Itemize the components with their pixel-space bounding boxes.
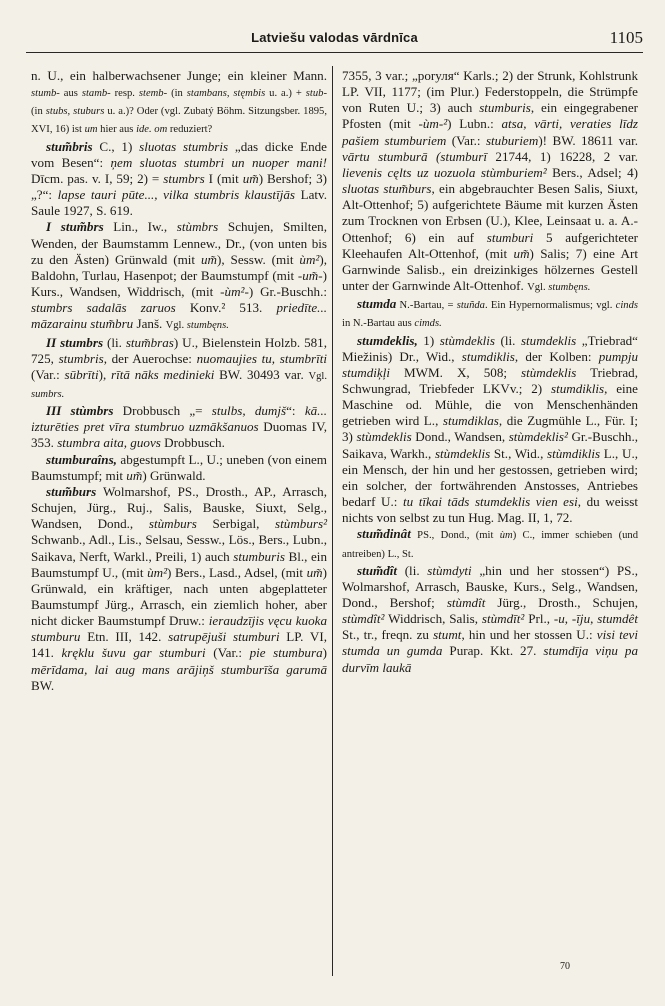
entry-text: cinds (615, 300, 638, 312)
entry-text: atsa, vārti, veraties līdz pašiem stumburiem (342, 116, 638, 148)
column-divider (332, 66, 333, 976)
entry-text: stum̃bras (125, 334, 174, 350)
entry-text: um̃ (126, 467, 143, 483)
entry-text: stumbęns. (548, 282, 591, 294)
entry-text: cimds. (414, 318, 442, 330)
entry-text: ) Grünwald, ein kräftiger, nach unten abgeplatteter Baumstumpf Jürg., Arrasch, ein ziemlich hoher, aber nicht dicker Baumstumpf Druw.: (31, 564, 327, 629)
entry-text: 7355, 3 var.; „porуля“ Karls.; 2) der Strunk, Kohlstrunk LP. VII, 1177; (im Plur.) Federstoppeln, die Strümpfe von Ruten U.; 3) auch (342, 68, 638, 116)
entry-text: , ein abgebrauchter Besen Salis, Siuxt, Alt-Ottenhof; 5) aufgerichtete Bäume mit kurzen Ästen zum Trocknen von Erbsen (U.), Klee, Leinsaat u. a. A.-Ottenhof; 6) ein auf (342, 181, 639, 245)
entry-text: stùmdeklis (356, 429, 412, 445)
entry-text: , du weisst nichts von selbst zu tun Hug. Mag. II, 1, 72. (342, 494, 638, 526)
entry-text: stemb- (138, 88, 168, 100)
entry-text: kręklu šuvu gar stumburi (61, 645, 206, 661)
entry-text: MWM. X, 508; (390, 364, 522, 380)
entry-text: 5 aufgerichteter Kleehaufen Alt-Ottenhof, (mit (342, 229, 638, 261)
entry-text: stùmburs² (275, 516, 327, 532)
entry-text: ) Salis; 7) eine Art Garnwinde Salisb., ein dreizinkiges hölzernes Gestell unter der Garnwinde Alt-Ottenhof. (342, 245, 638, 294)
entry-text: Gr.-Buschh., Saikava, Warkh., (342, 429, 638, 461)
entry-text: stumbra aita, guovs (57, 435, 161, 451)
entry-text: vārtu stumburā (stumburī (342, 148, 487, 164)
entry-text: stumburis (233, 548, 285, 564)
entry-text: Konv.² 513. (175, 300, 277, 316)
entry-text: )! BW. 18611 var. (538, 132, 638, 148)
running-title: Latviešu valodas vārdnīca (251, 30, 418, 45)
entry-text: stumdiklis (550, 380, 605, 396)
entry-text: N.-Bartau, = (396, 300, 457, 312)
entry-text: resp. (110, 88, 139, 100)
dictionary-entry (342, 333, 638, 527)
entry-text: St., Wid., (490, 445, 548, 461)
entry-text: (Var.: (31, 366, 65, 382)
entry-text: pumpju stumdiķļi (342, 348, 638, 380)
entry-text: „hin und her stossen“) PS., Wolmarshof, Arrasch, Bauske, Kurs., Selg., Wandsen, Dond., Bershof; (342, 562, 638, 610)
entry-text: stuñda (456, 300, 485, 312)
entry-text: nuomaujies tu, stumbrīti (196, 350, 328, 366)
headword: stumda (357, 296, 397, 312)
entry-text: stubs, stuburs (45, 106, 105, 118)
headword: stum̃dinât (357, 526, 411, 542)
entry-text: um̃- (302, 267, 323, 283)
entry-text: ņem sluotas stumbri un nuoper mani! (110, 154, 327, 170)
entry-text: stùmdît² (342, 611, 385, 627)
left-column (31, 68, 327, 694)
headword: III stùmbrs (46, 403, 114, 419)
entry-text: stumdiklis (461, 348, 515, 364)
entry-text: Vgl. (165, 320, 187, 332)
entry-text: priedīte... māzarainu stum̃bru (31, 300, 327, 332)
entry-text: sumbrs. (31, 388, 65, 400)
entry-text: Dond., Wandsen, (411, 429, 509, 445)
entry-text: BW. (31, 677, 55, 693)
entry-text: stumdêt (597, 611, 638, 627)
entry-text: (li. (495, 332, 521, 348)
entry-text: Drobbusch. (160, 435, 225, 451)
entry-text: stumbrs (163, 170, 205, 186)
entry-text: abgestumpft L., U.; uneben (von einem Baumstumpf; mit (31, 451, 327, 483)
entry-text: Latv. Saule 1927, S. 619. (31, 187, 327, 219)
entry-text: Wolmarshof, PS., Drosth., AP., Arrasch, Schujen, Jürg., Ruj., Salis, Bauske, Siuxt, Selg., Wandsen, Dond., (31, 483, 327, 532)
entry-text: reduziert? (167, 124, 213, 136)
entry-text: “: (286, 403, 305, 419)
entry-text: Bers., Adsel; 4) (546, 164, 638, 180)
entry-text: stumdiklas (442, 413, 499, 429)
dictionary-entry (31, 219, 327, 334)
entry-text: ùm (499, 530, 513, 542)
printer-signature: 70 (560, 961, 570, 972)
entry-text: ùm-² (422, 116, 448, 132)
entry-text: (li. (103, 334, 126, 350)
entry-text: stùmdeklis (521, 364, 577, 380)
entry-text: īju (576, 611, 591, 627)
entry-text: um̃ (513, 245, 530, 261)
entry-text: Vgl. (527, 282, 549, 294)
entry-text: ùm² (224, 284, 245, 300)
entry-text: stambans, stęmbis (186, 88, 266, 100)
entry-text: (li. (397, 562, 428, 578)
entry-text: Purap. Kkt. 27. (442, 643, 544, 659)
entry-text: stùmdiklis (547, 445, 601, 461)
entry-text: stub- (305, 88, 327, 100)
entry-text: St., tr., freqn. zu (342, 627, 434, 643)
headword: stum̃dît (357, 562, 398, 578)
entry-continuation (342, 68, 638, 296)
entry-text: stùmdeklis (439, 332, 495, 348)
entry-text: ùm² (299, 251, 320, 267)
entry-text: stumdeklis (520, 332, 577, 348)
dictionary-entry (342, 526, 638, 562)
entry-text: stuburiem (485, 132, 539, 148)
entry-text: ) (322, 645, 327, 661)
entry-text: ) U., Bielenstein Holzb. 581, 725, (31, 334, 328, 366)
right-column (342, 68, 638, 676)
entry-text: ) Kurs., Wandsen, Widdrisch, (mit - (31, 267, 327, 300)
entry-text: Duomas IV, 353. (31, 419, 327, 451)
entry-text: ) Grünwald. (142, 467, 206, 483)
entry-text: , - (564, 611, 577, 627)
entry-text: u. a.) + (265, 88, 306, 100)
dictionary-entry (342, 296, 638, 332)
page-number: 1105 (609, 28, 643, 47)
entry-text: stùmdeklis² (508, 429, 568, 445)
entry-text: stumdīja viņu pa durvīm laukā (342, 643, 638, 675)
entry-text: sūbrīti (64, 366, 99, 382)
entry-text: stumburis (479, 100, 531, 116)
page-header (26, 30, 643, 53)
entry-text: ieraudzījis vęcu kuoka stumburu (31, 613, 327, 645)
entry-text: (in (31, 106, 46, 118)
entry-text: mērīdama, lai aug mans arājiņš stumburīša garumā (31, 661, 327, 677)
entry-text: u. a.)? Oder (vgl. Zubatý Böhm. Sitzungsber. 1895, XVI, 16) ist (31, 106, 328, 136)
entry-text: Serbigal, (196, 516, 276, 532)
entry-text: Schujen, Smilten, Wenden, der Baumstamm Lennew., Dr., (von unten bis zu den Ästen) Grünwald (mit (31, 219, 328, 267)
entry-text: Drobbusch „= (113, 403, 212, 419)
entry-text: ) C., immer schieben (und antreiben) L., St. (342, 530, 639, 560)
entry-text: stumbęns. (186, 320, 229, 332)
entry-text: L., U., ein Mensch, der hin und her gestossen, getrieben wird; ein solcher, der fortwährenden Anstosses, Antriebes bedarf U.: (342, 445, 638, 510)
entry-text: (in (167, 88, 187, 100)
entry-text: lievenis cęlts uz uozuola stùmburiem² (342, 164, 547, 180)
entry-text: stumbrs sadalās zaruos (31, 300, 176, 316)
entry-text: kā... izturēties pret vīra stumbruo uzmākšanuos (31, 403, 327, 435)
entry-text: satrupējuši stumburi (168, 629, 280, 645)
entry-text: um̃ (200, 251, 217, 267)
entry-text: stumburi (486, 229, 534, 245)
entry-text: um̃ (242, 170, 259, 186)
entry-text: um (84, 124, 98, 136)
entry-text: ) Bershof; 3) „?“: (31, 170, 327, 203)
entry-text: stùmdyti (427, 562, 472, 578)
entry-text: Dīcm. pas. v. I, 59; 2) = (31, 170, 164, 186)
entry-text: (Var.: (446, 132, 486, 148)
entry-text: Jürg., Drosth., Schujen, (485, 595, 638, 610)
entry-text: ), (98, 366, 112, 382)
entry-text: tu tīkai tāds stumdeklis vien esi (402, 494, 578, 510)
dictionary-entry (31, 403, 327, 451)
entry-text: stumbris (58, 350, 104, 366)
entry-text: 21744, 1) 16228, 2 var. (486, 148, 638, 164)
entry-text: BW. 30493 var. (214, 366, 309, 382)
entry-text: ), Sessw. (mit (217, 251, 300, 267)
headword: stum̃burs (46, 483, 97, 499)
entry-text: stùmdît (446, 595, 486, 610)
entry-text: Bl., ein Baumstumpf U., (mit (31, 548, 327, 580)
entry-text: stùmbrs (176, 219, 219, 235)
entry-text: , der Kolben: (514, 348, 599, 364)
entry-text: (Var.: (205, 645, 250, 661)
entry-text: rītā nāks medinieki (111, 366, 215, 382)
entry-text: ), Baldohn, Turlau, Hasenpot; der Baumstumpf (mit - (31, 251, 327, 283)
entry-text: , eine Maschine od. Mühle, die von Menschenhänden getrieben wird L., (342, 380, 638, 429)
dictionary-entry (342, 563, 638, 676)
entry-text: aus (59, 88, 82, 100)
entry-text: u (558, 611, 565, 627)
entry-text: , der Auerochse: (103, 350, 197, 366)
entry-text: stamb- (81, 88, 111, 100)
headword: II stumbrs (46, 334, 104, 350)
entry-text: -) Gr.-Buschh.: (244, 284, 328, 300)
entry-text: , ein eingegrabener Pfosten (mit - (342, 100, 639, 132)
entry-text: Vgl. (308, 370, 327, 382)
headword: stumdeklis, (357, 332, 418, 348)
entry-text: sluotas stum̃burs (342, 181, 432, 197)
entry-text: Etn. III, 142. (80, 629, 169, 645)
entry-text: Prl., - (524, 611, 559, 627)
entry-text: um̃ (306, 564, 323, 580)
entry-text: , die Zugmühle L., Für. I; 3) (342, 413, 638, 445)
entry-continuation (31, 68, 327, 139)
headword: stum̃bris (46, 138, 93, 154)
dictionary-entry (31, 452, 327, 484)
entry-text: stumb- (31, 88, 60, 100)
dictionary-entry (31, 335, 327, 404)
entry-text: LP. VI, 141. (31, 629, 327, 661)
entry-text: „Triebrad“ Miežinis) Dr., Wid., (342, 332, 638, 364)
entry-text: Schwanb., Adl., Lis., Selsau, Sessw., Lös., Bers., Lubn., Saikava, Nerft, Warkl., Preili, 1) auch (31, 532, 327, 564)
entry-text: „das dicke Ende vom Besen“: (31, 138, 327, 170)
entry-text: ùm² (147, 564, 168, 580)
entry-text: in N.-Bartau aus (342, 318, 415, 330)
entry-text: stùmburs (148, 516, 197, 532)
entry-text: n. U., ein halberwachsener Junge; ein kleiner Mann. (31, 68, 327, 83)
entry-text: , (590, 611, 598, 627)
entry-text: sluotas stumbris (139, 138, 229, 154)
entry-text: C., 1) (92, 138, 140, 154)
entry-text: lapse tauri pūte..., vilka stumbris klaustījās (57, 187, 295, 203)
headword: stumburaîns, (46, 451, 117, 467)
dictionary-entry (31, 484, 327, 694)
entry-text: , hin und her stossen U.: (461, 627, 597, 643)
entry-text: pie stumbura (249, 645, 323, 661)
entry-text: stùmdeklis (434, 445, 491, 461)
entry-text: ) Bers., Lasd., Adsel, (mit (167, 564, 307, 580)
entry-text: hier aus (97, 124, 137, 136)
entry-text: 1) (417, 332, 440, 348)
headword: I stum̃brs (46, 219, 104, 235)
entry-text: Widdrisch, Salis, (384, 611, 482, 627)
entry-text: . Ein Hypernormalismus; vgl. (484, 300, 616, 312)
entry-text: Lin., Iw., (103, 219, 177, 235)
dictionary-entry (31, 139, 327, 220)
entry-text: I (mit (204, 170, 243, 186)
entry-text: stumt (433, 627, 462, 643)
entry-text: stùmdīt² (481, 611, 525, 627)
entry-text: Janš. (133, 316, 166, 332)
entry-text: Triebrad, Schwungrad, Triebfeder LKVv.; 2) (342, 364, 638, 396)
entry-text: visi tevi stumda un gumda (342, 627, 638, 659)
entry-text: ) Lubn.: (447, 116, 502, 132)
entry-text: ide. om (136, 124, 168, 136)
entry-text: PS., Dond., (mit (410, 530, 500, 542)
entry-text: stulbs, dumjš (211, 403, 287, 419)
